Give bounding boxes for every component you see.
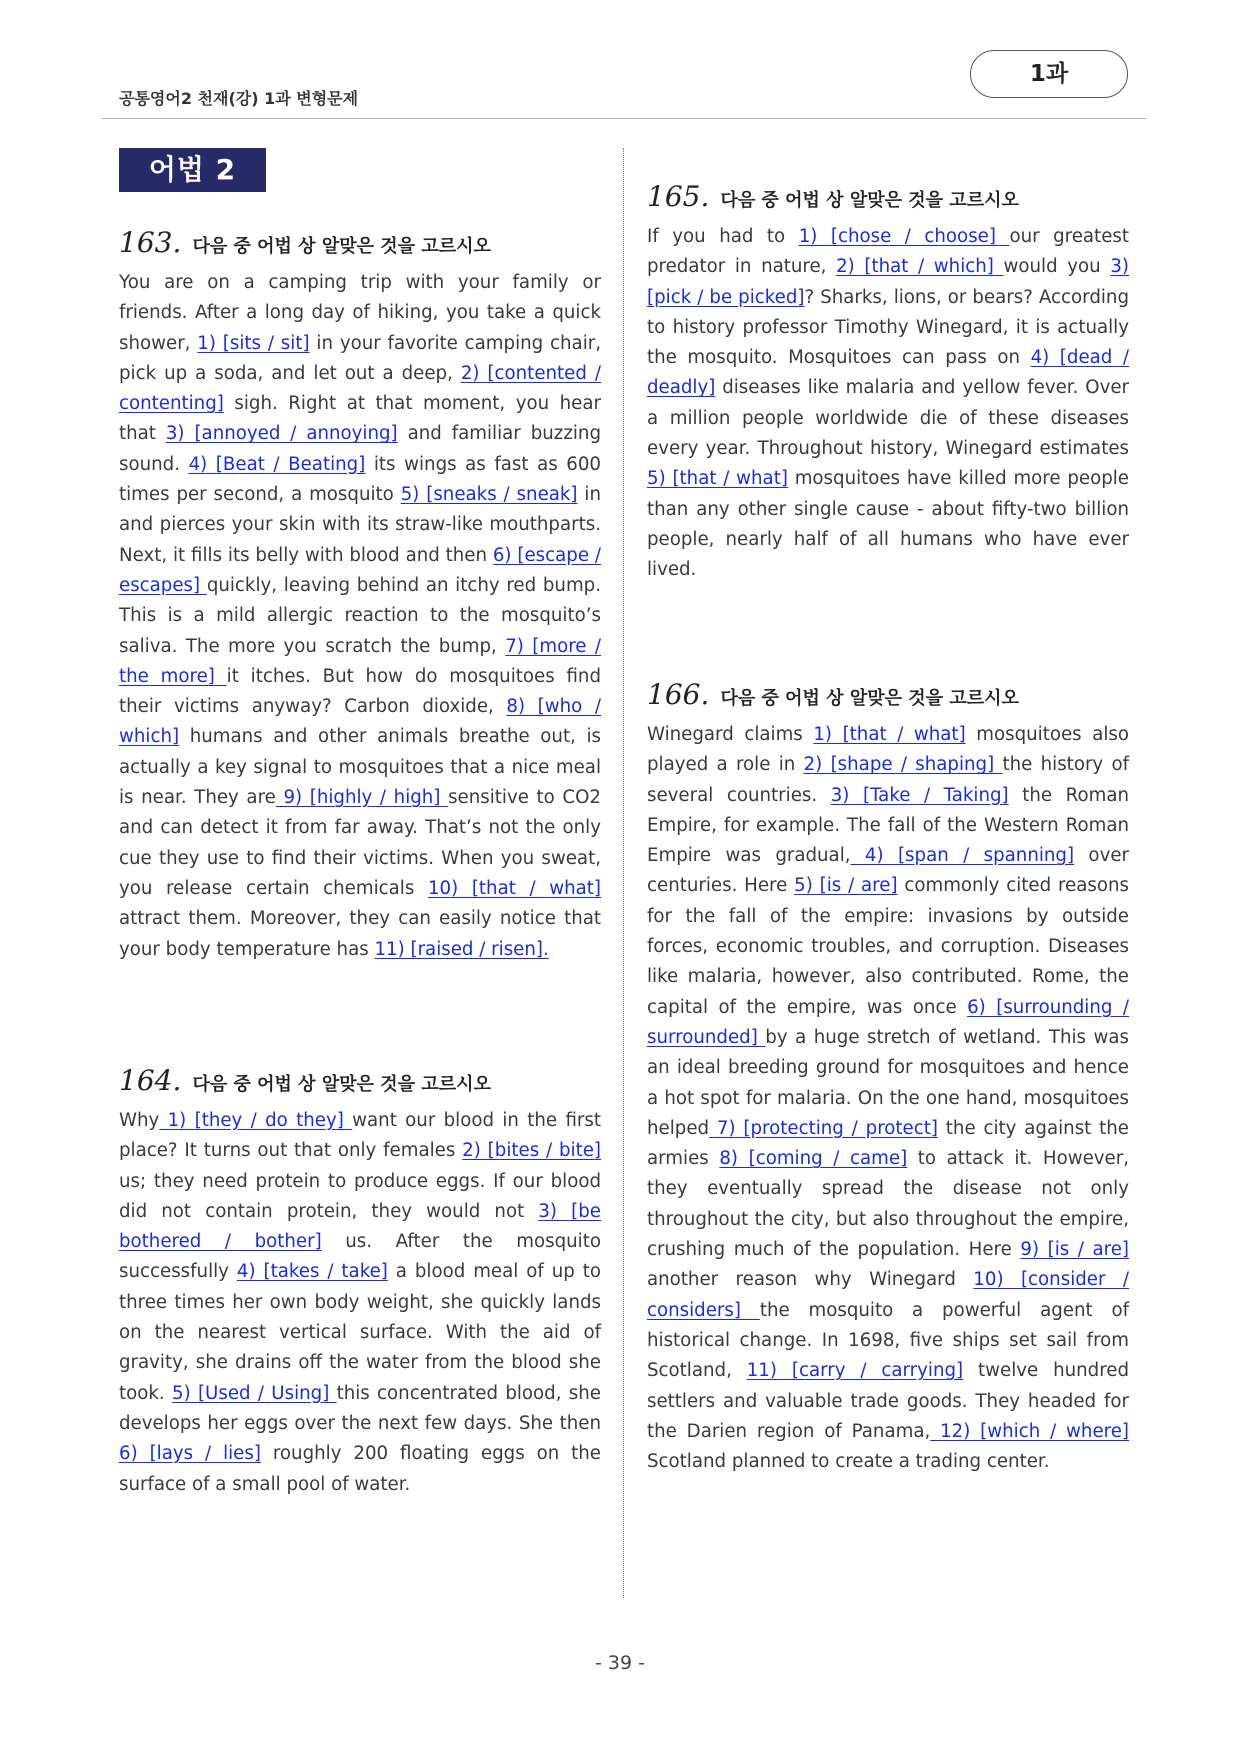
question-number: 165. (647, 180, 710, 213)
choice-blank: 10) [consider / considers] (647, 1269, 1130, 1321)
choice-blank: 2) [contented / contenting] (119, 362, 601, 415)
choice-blank: 12) [which / where] (930, 1420, 1129, 1442)
passage-text: it itches. But how do mosquitoes find their victims anyway? Carbon dioxide, (119, 665, 602, 718)
passage-text: Winegard claims (647, 724, 814, 745)
choice-blank: 1) [they / do they] (159, 1110, 353, 1131)
choice-blank: 4) [span / spanning] (850, 845, 1075, 867)
choice-blank: 1) [sits / sit] (197, 332, 310, 354)
choice-blank: 4) [dead / deadly] (647, 347, 1129, 399)
question-163 (119, 226, 601, 965)
choice-blank: 11) [raised / risen]. (374, 938, 549, 960)
choice-blank: 3) [be bothered / bother] (119, 1200, 601, 1253)
passage-text: commonly cited reasons for the fall of the empire: invasions by outside forces, economic troubles, and corruption. Diseases like malaria, however, also contributed. Rome, the capital of the empire, was once (647, 875, 1129, 1018)
choice-blank: 9) [highly / high] (275, 787, 449, 809)
question-number: 164. (119, 1064, 182, 1097)
choice-blank: 10) [that / what] (427, 877, 602, 899)
passage-text: mosquitoes also played a role in (647, 724, 1129, 776)
passage-text: this concentrated blood, she develops her eggs over the next few days. She then (119, 1382, 601, 1434)
choice-blank: 7) [protecting / protect] (709, 1117, 938, 1139)
choice-blank: 8) [coming / came] (719, 1148, 908, 1170)
choice-blank: 1) [chose / choose] (798, 226, 1010, 247)
passage-text: another reason why Winegard (647, 1269, 974, 1291)
passage-text: by a huge stretch of wetland. This was an ideal breeding ground for mosquitoes and hence a hot spot for malaria. On the one hand, mosquitoes helped (647, 1026, 1129, 1139)
choice-blank: 3) [annoyed / annoying] (165, 423, 398, 445)
worksheet-title: 공통영어2 천재(강) 1과 변형문제 (119, 89, 359, 108)
choice-blank: 5) [is / are] (794, 875, 898, 897)
passage-text: in your favorite camping chair, pick up a soda, and let out a deep, (119, 332, 602, 384)
choice-blank: 3) [Take / Taking] (830, 784, 1009, 806)
choice-blank: 1) [that / what] (813, 724, 966, 745)
choice-blank: 6) [surrounding / surrounded] (647, 996, 1130, 1048)
passage-text: to attack it. However, they eventually spread the disease not only throughout the city, but also throughout the empire, crushing much of the population. Here (647, 1148, 1129, 1261)
passage-text: the Roman Empire, for example. The fall of the Western Roman Empire was gradual, (647, 784, 1130, 867)
question-passage (119, 268, 601, 965)
passage-text: want our blood in the first place? It turns out that only females (119, 1110, 601, 1162)
choice-blank: 4) [Beat / Beating] (188, 453, 366, 475)
choice-blank: 9) [is / are] (1020, 1239, 1129, 1261)
question-166 (647, 678, 1129, 1477)
question-passage (647, 720, 1129, 1477)
choice-blank: 5) [Used / Using] (172, 1382, 337, 1404)
passage-text: sensitive to CO2 and can detect it from far away. That’s not the only cue they use to find their victims. When you sweat, you release certain chemicals (119, 787, 602, 899)
question-header (647, 180, 1129, 216)
choice-blank: 2) [shape / shaping] (803, 754, 1003, 776)
passage-text: You are on a camping trip with your family or friends. After a long day of hiking, you take a quick shower, (119, 272, 601, 354)
question-prompt: 다음 중 어법 상 알맞은 것을 고르시오 (192, 1074, 491, 1095)
question-passage (119, 1106, 601, 1500)
passage-text: its wings as fast as 600 times per second, a mosquito (119, 453, 602, 506)
question-header (647, 678, 1129, 714)
question-prompt: 다음 중 어법 상 알맞은 것을 고르시오 (192, 236, 491, 257)
passage-text: If you had to (647, 226, 799, 247)
passage-text: Why (119, 1110, 160, 1131)
passage-text: would you (1003, 256, 1111, 278)
passage-text: mosquitoes have killed more people than any other single cause - about fifty-two billion people, nearly half of all humans who have ever lived. (647, 468, 1129, 581)
passage-text: the history of several countries. (647, 754, 1130, 806)
section-badge: 어법 2 (119, 148, 266, 192)
passage-text: and familiar buzzing sound. (119, 423, 601, 475)
passage-text: roughly 200 floating eggs on the surface of a small pool of water. (119, 1443, 601, 1495)
question-prompt: 다음 중 어법 상 알맞은 것을 고르시오 (720, 688, 1019, 709)
passage-text: us; they need protein to produce eggs. If our blood did not contain protein, they would not (119, 1170, 601, 1222)
passage-text: twelve hundred settlers and valuable trade goods. They headed for the Darien region of Panama, (647, 1360, 1130, 1442)
choice-blank: 5) [sneaks / sneak] (400, 484, 578, 506)
passage-text: the city against the armies (647, 1117, 1129, 1170)
passage-text: our greatest predator in nature, (647, 226, 1129, 278)
choice-blank: 11) [carry / carrying] (746, 1360, 964, 1382)
passage-text: attract them. Moreover, they can easily notice that your body temperature has (119, 908, 601, 960)
passage-text: quickly, leaving behind an itchy red bump. This is a mild allergic reaction to the mosquito’s saliva. The more you scratch the bump, (119, 574, 601, 657)
passage-text: over centuries. Here (647, 845, 1129, 897)
choice-blank: 4) [takes / take] (236, 1261, 388, 1283)
choice-blank: 2) [bites / bite] (462, 1140, 601, 1162)
question-prompt: 다음 중 어법 상 알맞은 것을 고르시오 (720, 190, 1019, 211)
question-header (119, 226, 601, 262)
question-164 (119, 1064, 601, 1500)
choice-blank: 6) [escape / escapes] (119, 544, 601, 596)
question-165 (647, 180, 1129, 586)
passage-text: Scotland planned to create a trading center. (647, 1451, 1050, 1473)
question-passage (647, 222, 1129, 586)
lesson-badge: 1과 (970, 50, 1128, 98)
choice-blank: 3) [pick / be picked] (647, 256, 1130, 308)
choice-blank: 5) [that / what] (647, 468, 788, 490)
choice-blank: 6) [lays / lies] (119, 1443, 261, 1465)
column-divider (623, 148, 624, 1598)
passage-text: a blood meal of up to three times her own body weight, she quickly lands on the nearest vertical surface. With the aid of gravity, she drains off the water from the blood she took. (119, 1261, 601, 1404)
passage-text: diseases like malaria and yellow fever. Over a million people worldwide die of these diseases every year. Throughout history, Winegard estimates (647, 377, 1129, 460)
passage-text: in and pierces your skin with its straw-like mouthparts. Next, it fills its belly with blood and then (119, 484, 601, 566)
page-number: - 39 - (595, 1652, 645, 1674)
passage-text: us. After the mosquito successfully (119, 1231, 601, 1283)
choice-blank: 2) [that / which] (836, 256, 1004, 278)
question-header (119, 1064, 601, 1100)
header-divider (102, 118, 1146, 119)
passage-text: humans and other animals breathe out, is actually a key signal to mosquitoes that a nice meal is near. They are (119, 726, 601, 809)
choice-blank: 8) [who / which] (119, 696, 602, 748)
question-number: 163. (119, 226, 182, 259)
question-number: 166. (647, 678, 710, 711)
passage-text: sigh. Right at that moment, you hear that (119, 393, 601, 445)
passage-text: the mosquito a powerful agent of historical change. In 1698, five ships set sail from Scotland, (647, 1299, 1129, 1382)
choice-blank: 7) [more / the more] (119, 635, 601, 687)
passage-text: ? Sharks, lions, or bears? According to history professor Timothy Winegard, it is actually the mosquito. Mosquitoes can pass on (647, 286, 1129, 369)
